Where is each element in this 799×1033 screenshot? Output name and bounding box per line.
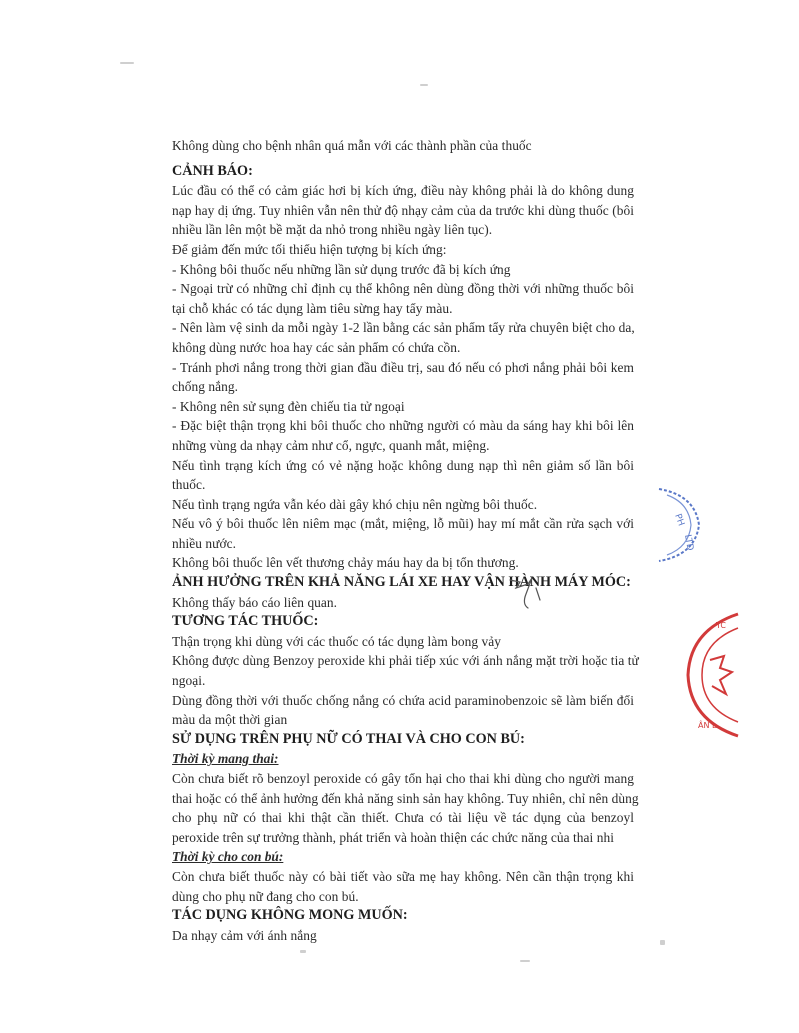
scan-speck — [120, 62, 134, 64]
text-line: nhiều nước. — [172, 535, 236, 551]
text-line: cho phụ nữ có thai khi thật cần thiết. Chưa có tài liệu về tác dụng của benzoyl — [172, 810, 634, 826]
heading-tuong-tac: TƯƠNG TÁC THUỐC: — [172, 613, 319, 630]
text-line: Không thấy báo cáo liên quan. — [172, 594, 338, 610]
scan-speck — [300, 950, 306, 953]
red-stamp — [680, 610, 740, 740]
text-line: không dùng nước hoa hay các sản phẩm có chứa cồn. — [172, 339, 461, 355]
text-line: dùng cho phụ nữ đang cho con bú. — [172, 888, 359, 904]
text-line: - Không nên sử sụng đèn chiếu tia tử ngoại — [172, 398, 405, 414]
svg-text:LTD: LTD — [682, 533, 695, 552]
text-line: tại chỗ khác có tác dụng làm tiêu sừng hay tẩy màu. — [172, 300, 453, 316]
svg-text:ÂN L: ÂN L — [698, 721, 717, 730]
subheading-con-bu: Thời kỳ cho con bú: — [172, 849, 284, 865]
scan-speck — [520, 960, 530, 962]
text-line: - Nên làm vệ sinh da mỗi ngày 1-2 lần bằng các sản phẩm tẩy rửa chuyên biệt cho da, — [172, 320, 635, 336]
text-line: - Đặc biệt thận trọng khi bôi thuốc cho những người có màu da sáng hay khi bôi lên — [172, 418, 634, 434]
text-line: Không bôi thuốc lên vết thương chảy máu hay da bị tổn thương. — [172, 555, 519, 571]
text-line: Còn chưa biết rõ benzoyl peroxide có gây tổn hại cho thai khi dùng cho người mang — [172, 771, 634, 786]
text-line: - Tránh phơi nắng trong thời gian đầu điều trị, sau đó nếu có phơi nắng phải bôi kem — [172, 359, 634, 375]
heading-canh-bao: CẢNH BÁO: — [172, 162, 253, 179]
text-line: những vùng da nhạy cảm như cổ, ngực, quanh mắt, miệng. — [172, 437, 490, 453]
text-line: Còn chưa biết thuốc này có bài tiết vào sữa mẹ hay không. Nên cần thận trọng khi — [172, 868, 634, 884]
text-line: Da nhạy cảm với ánh nắng — [172, 927, 317, 943]
text-line: chống nắng. — [172, 379, 238, 395]
text-line: - Không bôi thuốc nếu những lần sử dụng trước đã bị kích ứng — [172, 261, 511, 277]
text-line: thai hoặc có thể ảnh hưởng đến khả năng sinh sản hay không. Tuy nhiên, chỉ nên dùng — [172, 790, 639, 806]
text-line: Dùng đồng thời với thuốc chống nắng có chứa acid paraminobenzoic sẽ làm biến đổi — [172, 692, 634, 708]
signature-mark — [506, 574, 548, 614]
text-line: ngoại. — [172, 673, 206, 689]
svg-text:TC: TC — [716, 621, 727, 630]
scan-speck — [420, 84, 428, 86]
text-line: - Ngoại trừ có những chỉ định cụ thể không nên dùng đồng thời với những thuốc bôi — [172, 281, 634, 297]
text-line: peroxide trên sự trưởng thành, phát triển và hoàn thiện các chức năng của thai nhi — [172, 829, 614, 845]
text-line: màu da một thời gian — [172, 712, 288, 728]
text-line: thuốc. — [172, 477, 206, 493]
text-line: Không được dùng Benzoy peroxide khi phải tiếp xúc với ánh nắng mặt trời hoặc tia tử — [172, 653, 639, 669]
heading-tac-dung: TÁC DỤNG KHÔNG MONG MUỐN: — [172, 907, 408, 924]
scan-speck — [660, 940, 665, 945]
text-line: nhiều lần lên một bề mặt da nhỏ trong nhiều ngày liên tục). — [172, 222, 493, 238]
text-line: Thận trọng khi dùng với các thuốc có tác dụng làm bong vảy — [172, 633, 502, 649]
contraindication-line: Không dùng cho bệnh nhân quá mẫn với các thành phần của thuốc — [172, 138, 532, 153]
text-line: Nếu tình trạng kích ứng có vẻ nặng hoặc không dung nạp thì nên giảm số lần bôi — [172, 457, 634, 473]
text-line: Nếu tình trạng ngứa vẫn kéo dài gây khó chịu nên ngừng bôi thuốc. — [172, 496, 538, 512]
heading-anh-huong: ẢNH HƯỞNG TRÊN KHẢ NĂNG LÁI XE HAY VẬN HÀNH MÁY MÓC: — [172, 574, 631, 591]
text-line: Lúc đầu có thể có cảm giác hơi bị kích ứng, điều này không phải là do không dung — [172, 183, 634, 199]
svg-text:PH: PH — [672, 512, 686, 528]
blue-stamp — [655, 485, 715, 565]
text-line: Nếu vô ý bôi thuốc lên niêm mạc (mắt, miệng, lỗ mũi) hay mí mắt cần rửa sạch với — [172, 516, 634, 532]
text-line: Để giảm đến mức tối thiểu hiện tượng bị kích ứng: — [172, 241, 447, 257]
text-line: nạp hay dị ứng. Tuy nhiên vẫn nên thử độ nhạy cảm của da trước khi dùng thuốc (bôi — [172, 202, 634, 218]
subheading-mang-thai: Thời kỳ mang thai: — [172, 751, 279, 767]
leaflet-text — [172, 136, 639, 945]
heading-phu-nu: SỬ DỤNG TRÊN PHỤ NỮ CÓ THAI VÀ CHO CON BÚ: — [172, 730, 525, 747]
